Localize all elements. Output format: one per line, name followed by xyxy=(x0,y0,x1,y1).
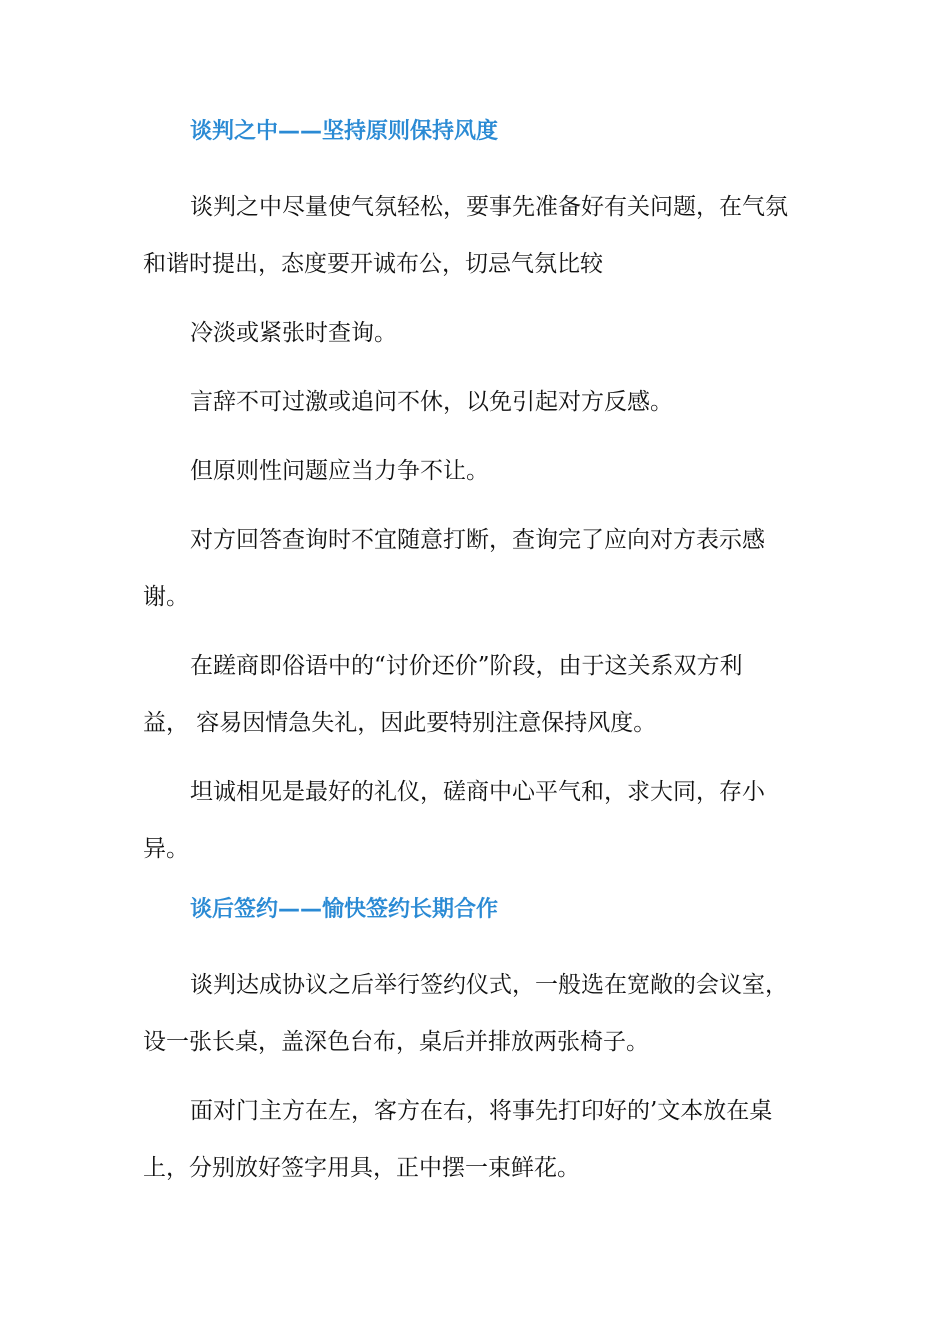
paragraph xyxy=(143,443,808,500)
text-line: 和谐时提出，态度要开诚布公，切忌气氛比较 xyxy=(143,251,603,277)
paragraph xyxy=(143,179,808,293)
text-line: 言辞不可过激或追问不休，以免引起对方反感。 xyxy=(190,389,673,415)
text-line: 异。 xyxy=(143,836,189,862)
text-line: 上，分别放好签字用具，正中摆一束鲜花。 xyxy=(143,1155,580,1181)
document-body xyxy=(143,112,808,1209)
section-heading-signing: 谈后签约——愉快签约长期合作 xyxy=(190,897,499,922)
text-line: 冷淡或紧张时查询。 xyxy=(190,320,397,346)
paragraph xyxy=(143,374,808,431)
paragraph xyxy=(143,305,808,362)
text-line: 对方回答查询时不宜随意打断，查询完了应向对方表示感 xyxy=(190,527,765,553)
text-line: 谢。 xyxy=(143,584,189,610)
paragraph xyxy=(143,957,808,1071)
text-line: 但原则性问题应当力争不让。 xyxy=(190,458,489,484)
paragraph xyxy=(143,512,808,626)
text-line: 设一张长桌，盖深色台布，桌后并排放两张椅子。 xyxy=(143,1029,649,1055)
paragraph xyxy=(143,764,808,878)
text-line: 谈判之中尽量使气氛轻松，要事先准备好有关问题，在气氛 xyxy=(190,194,788,220)
text-line: 谈判达成协议之后举行签约仪式，一般选在宽敞的会议室， xyxy=(190,972,788,998)
text-line: 面对门主方在左，客方在右，将事先打印好的’文本放在桌 xyxy=(190,1098,773,1124)
text-line: 在蹉商即俗语中的“讨价还价”阶段，由于这关系双方利 xyxy=(190,653,743,679)
paragraph xyxy=(143,638,808,752)
paragraph xyxy=(143,1083,808,1197)
text-line: 益， 容易因情急失礼，因此要特别注意保持风度。 xyxy=(143,710,657,736)
text-line: 坦诚相见是最好的礼仪，磋商中心平气和，求大同，存小 xyxy=(190,779,765,805)
section-heading-negotiation: 谈判之中——坚持原则保持风度 xyxy=(190,119,499,144)
